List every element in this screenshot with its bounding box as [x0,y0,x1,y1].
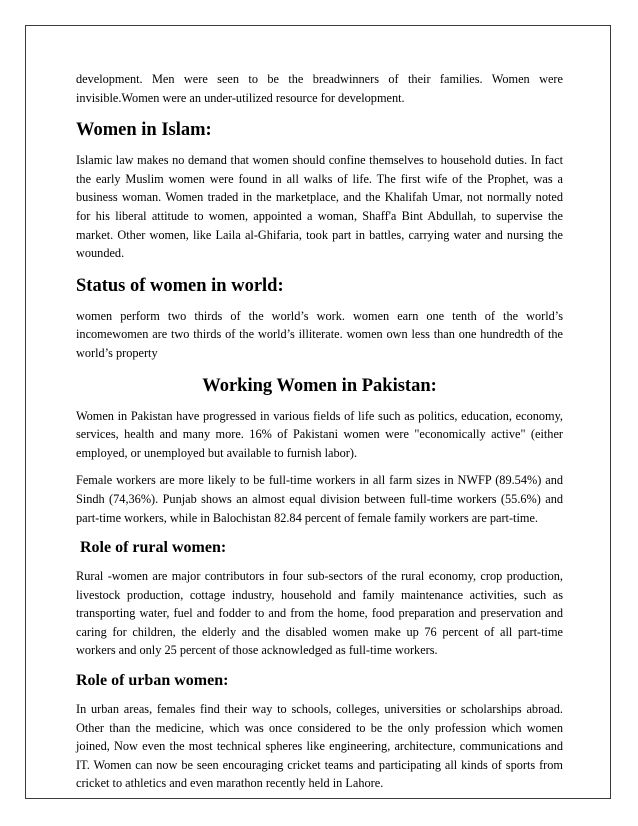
heading-status-of-women-in-world: Status of women in world: [76,275,284,296]
status-of-women-paragraph: women perform two thirds of the world’s work. women earn one tenth of the world’s incomewomen are two thirds of the world’s illiterate. women own less than one hundredth of the world’s property [76,308,563,360]
women-in-islam-paragraph: Islamic law makes no demand that women should confine themselves to household duties. In fact the early Muslim women were found in all walks of life. The first wife of the Prophet, was a business woman. Women traded in the marketplace, and the Khalifah Umar, not normally noted for his liberal attitude to women, appointed a woman, Shaff'a Bint Abdullah, to supervise the market. Other women, like Laila al-Ghifaria, took part in battles, carrying water and nursing the wounded. [76,153,563,261]
heading-women-in-islam: Women in Islam: [76,120,212,141]
heading-working-women-in-pakistan: Working Women in Pakistan: [202,375,437,396]
rural-women-paragraph: Rural -women are major contributors in four sub-sectors of the rural economy, crop production, livestock production, cottage industry, household and family maintenance activities, such as transporting water, fuel and fodder to and from the home, food preparation and preservation and caring for children, the elderly and the disabled women make up 76 percent of all part-time workers and only 25 percent of those acknowledged as full-time workers. [76,569,563,658]
heading-role-of-rural-women: Role of rural women: [80,539,227,557]
heading-role-of-urban-women: Role of urban women: [76,672,229,690]
document-body [76,70,563,802]
urban-women-paragraph: In urban areas, females find their way to schools, colleges, universities or scholarships abroad. Other than the medicine, which was once considered to be the only profession which women joined, Now even the most technical spheres like engineering, architecture, communications and IT. Women can now be seen encouraging cricket teams and participating all kinds of sports from cricket to athletics and even marathon recently held in Lahore. [76,702,563,791]
intro-paragraph: development. Men were seen to be the breadwinners of their families. Women were invisible.Women were an under-utilized resource for development. [76,72,563,105]
working-women-paragraph-1: Women in Pakistan have progressed in various fields of life such as politics, education, economy, services, health and many more. 16% of Pakistani women were "economically active" (either employed, or unemployed but available to furnish labor). [76,408,563,460]
working-women-paragraph-2: Female workers are more likely to be full-time workers in all farm sizes in NWFP (89.54%) and Sindh (74,36%). Punjab shows an almost equal division between full-time workers (55.6%) and part-time workers, while in Balochistan 82.84 percent of female family workers are part-time. [76,473,563,525]
